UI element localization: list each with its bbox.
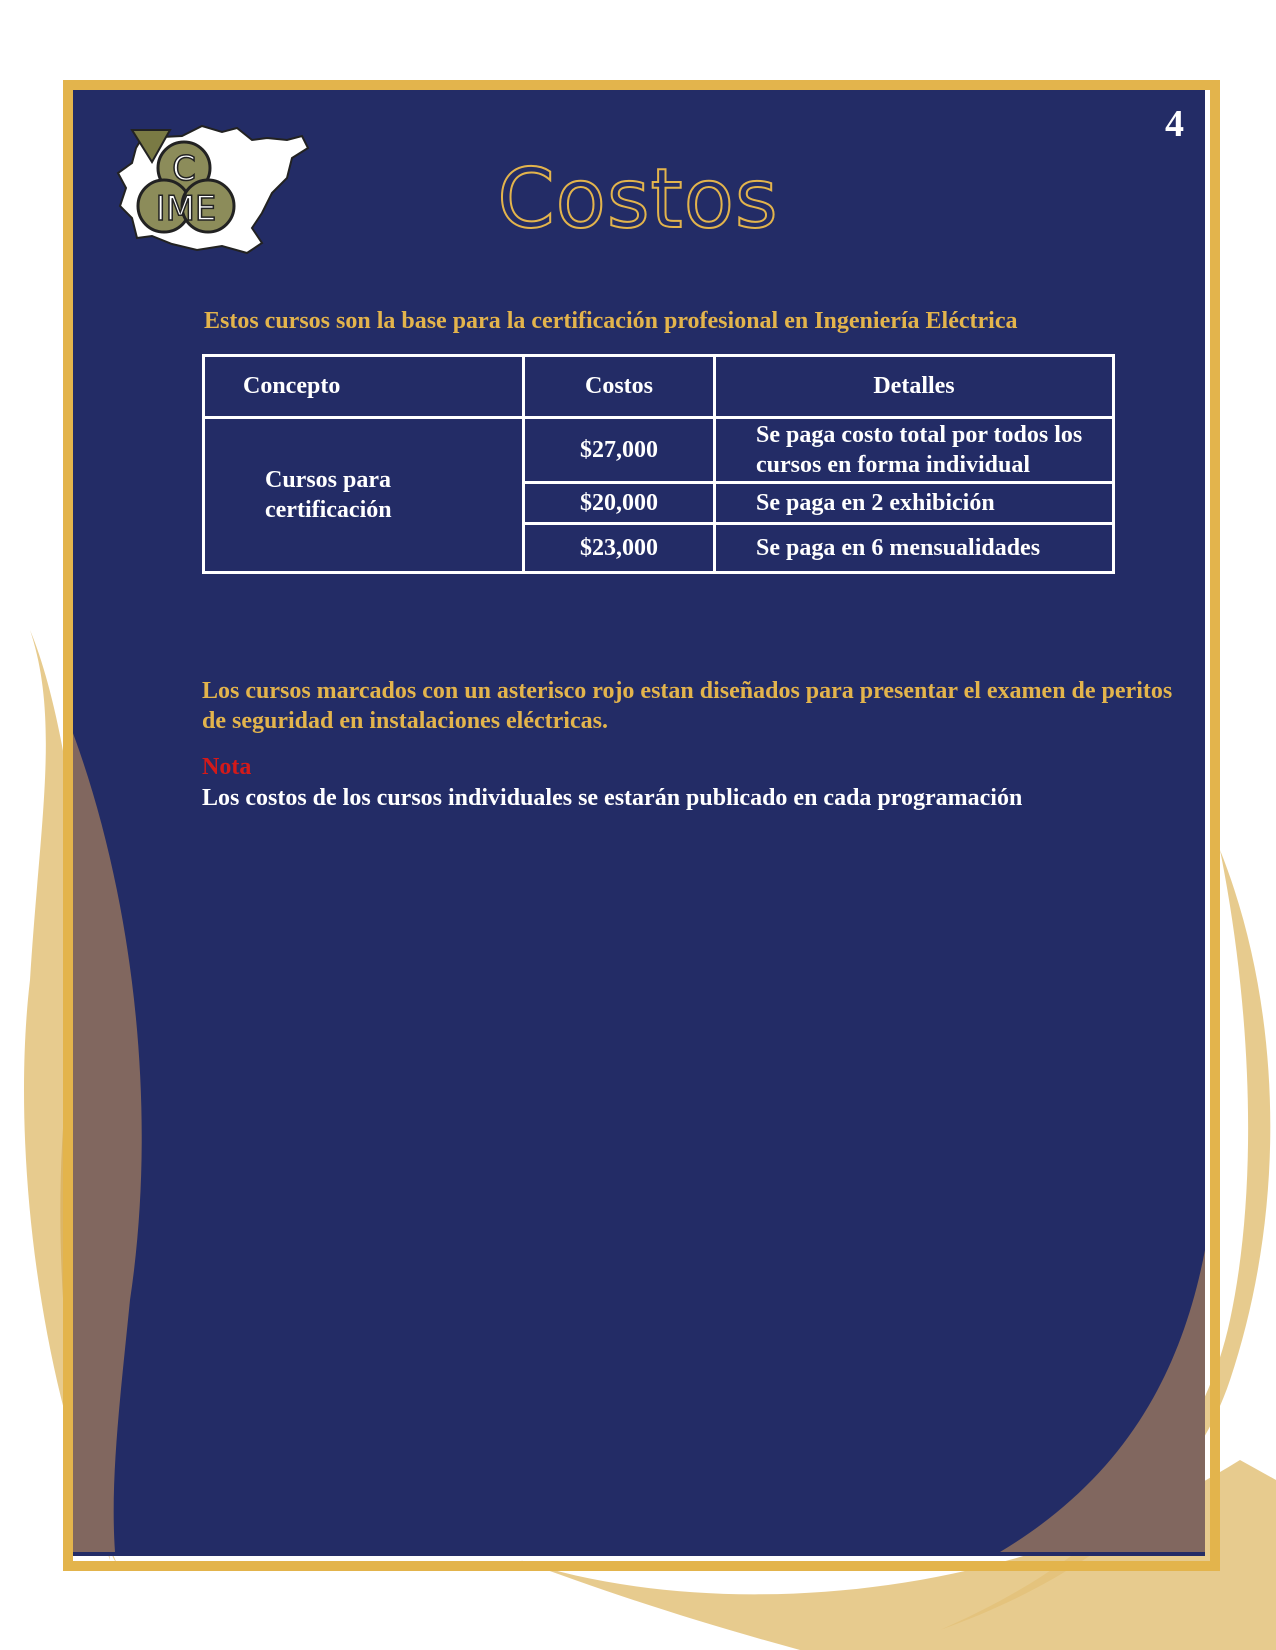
header-concept: Concepto bbox=[204, 356, 524, 418]
note-text: Los costos de los cursos individuales se estarán publicado en cada programación bbox=[202, 785, 1023, 811]
table-row bbox=[204, 418, 1114, 483]
gold-frame bbox=[63, 80, 1220, 1571]
concept-cell: Cursos para certificación bbox=[204, 418, 524, 573]
detail-cell: Se paga costo total por todos los cursos en forma individual bbox=[715, 418, 1114, 483]
detail-cell: Se paga en 2 exhibición bbox=[715, 483, 1114, 524]
header-details: Detalles bbox=[715, 356, 1114, 418]
cost-cell: $23,000 bbox=[524, 524, 715, 573]
note-label: Nota bbox=[202, 754, 252, 780]
logo-text-top: C bbox=[172, 149, 196, 189]
detail-cell: Se paga en 6 mensualidades bbox=[715, 524, 1114, 573]
header-costs: Costos bbox=[524, 356, 715, 418]
cost-cell: $27,000 bbox=[524, 418, 715, 483]
costs-table bbox=[202, 354, 1115, 574]
table-header-row bbox=[204, 356, 1114, 418]
page-title: Costos bbox=[497, 152, 779, 247]
info-paragraph: Los cursos marcados con un asterisco rojo estan diseñados para presentar el examen de peritos de seguridad en instalaciones eléctricas. bbox=[202, 678, 1173, 734]
intro-text: Estos cursos son la base para la certificación profesional en Ingeniería Eléctrica bbox=[204, 308, 1018, 334]
cost-cell: $20,000 bbox=[524, 483, 715, 524]
logo-text-bottom: IME bbox=[155, 189, 217, 229]
page-number: 4 bbox=[1165, 103, 1184, 145]
